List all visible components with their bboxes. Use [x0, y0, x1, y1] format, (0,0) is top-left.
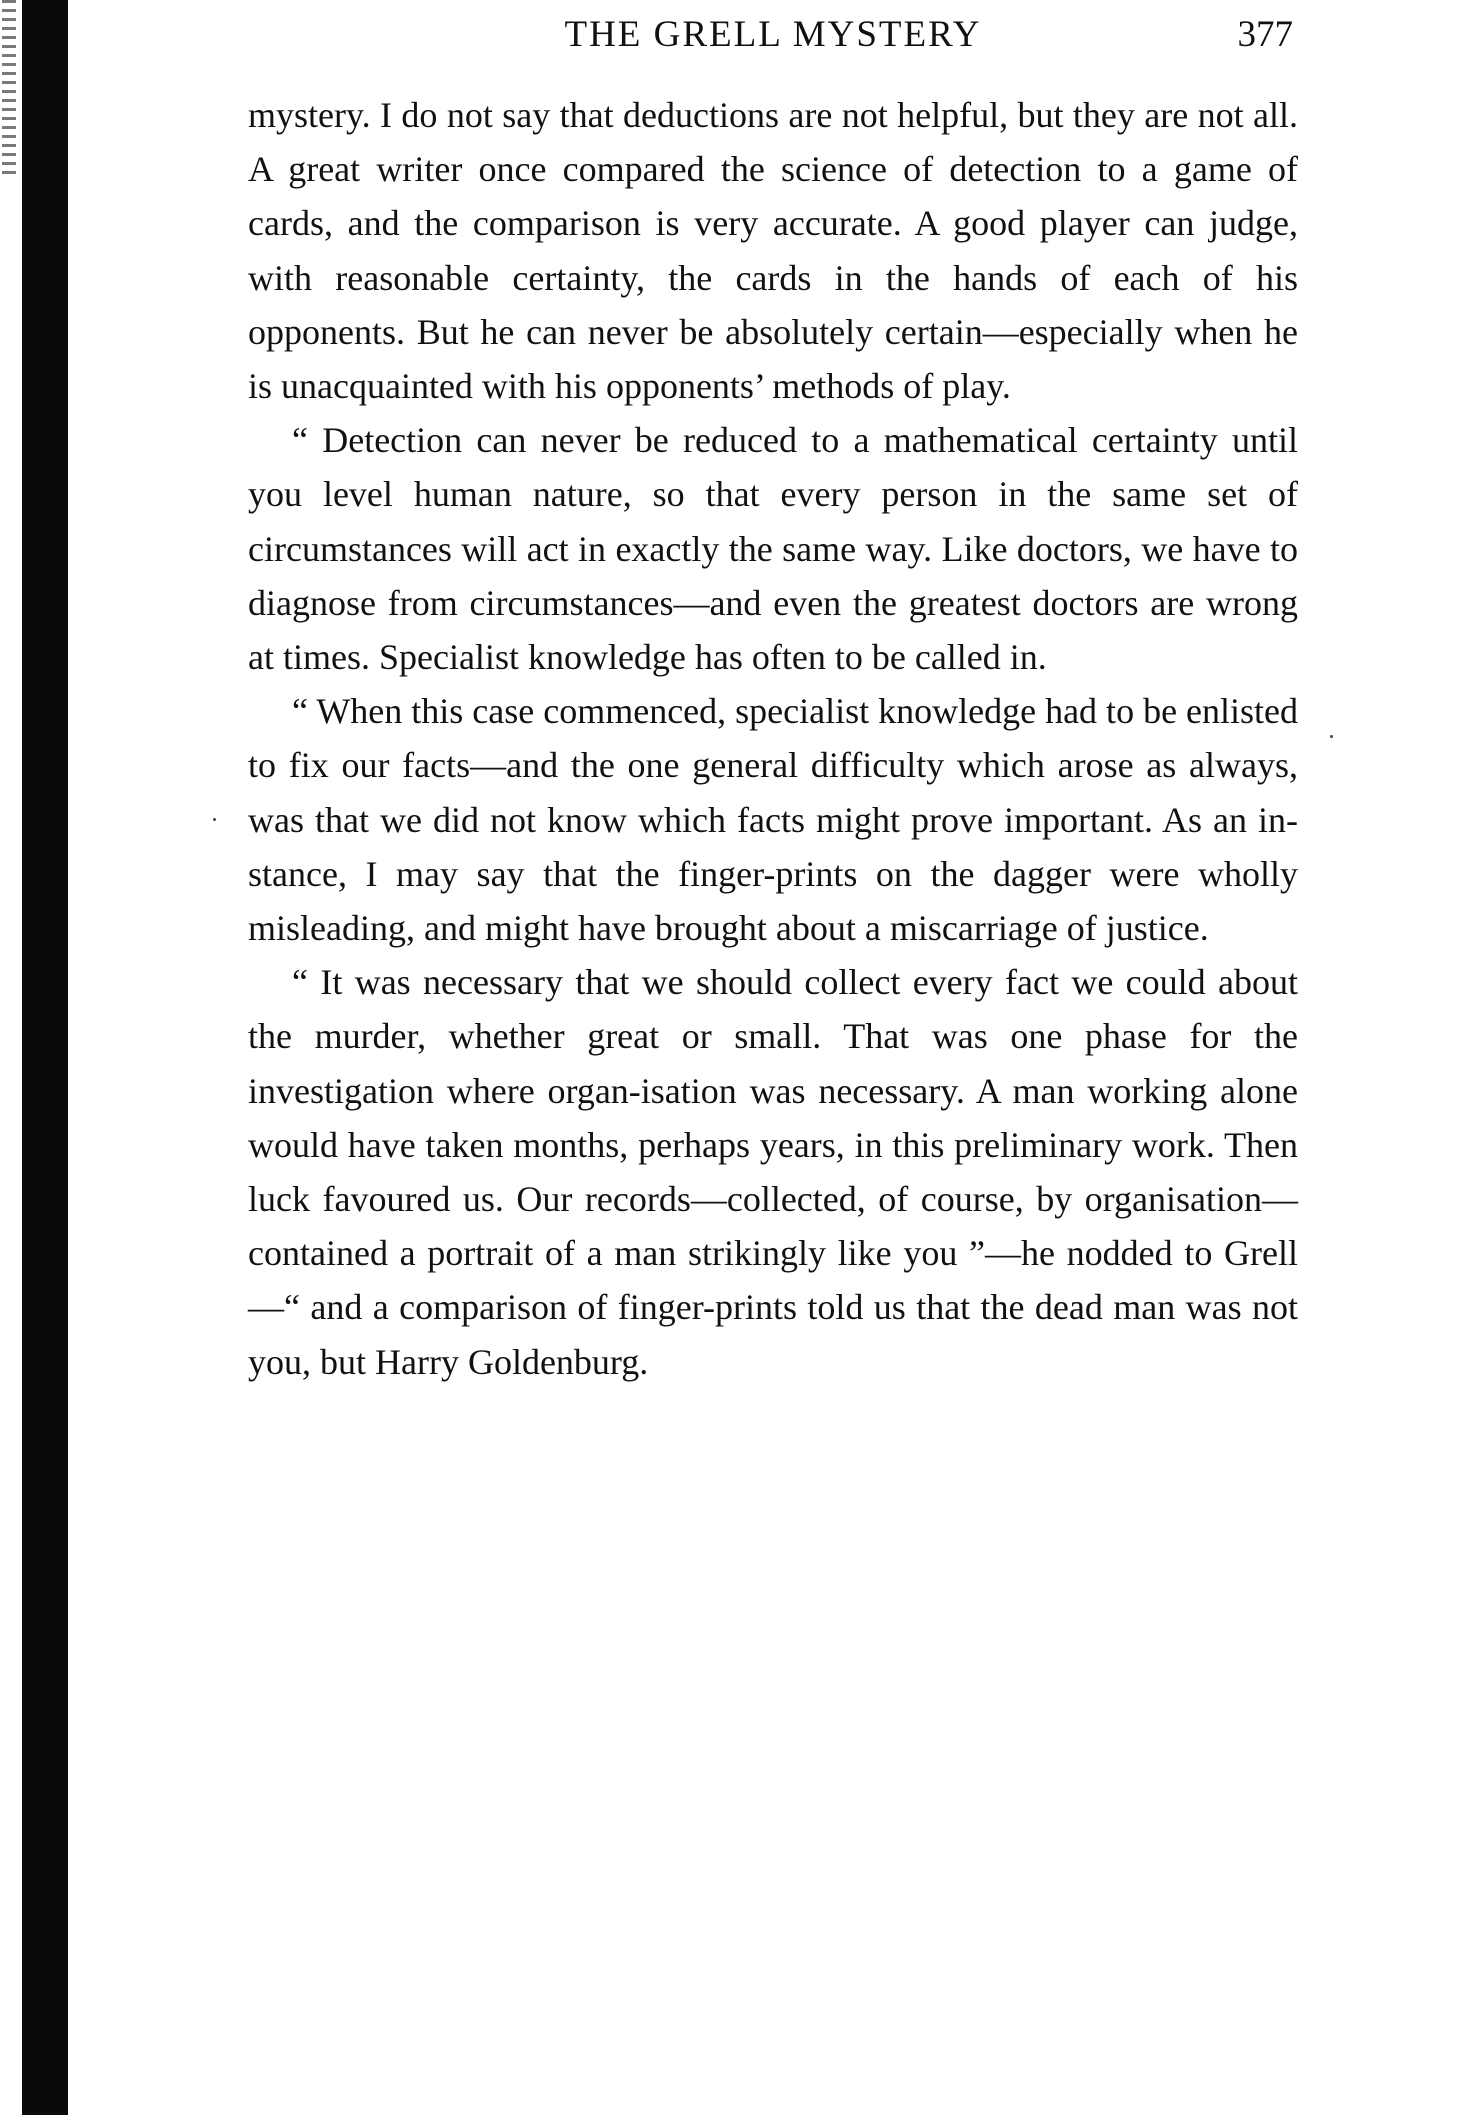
paragraph: “ Detection can never be reduced to a mathematical certainty until you level human nature, so that every person in the same set of circumstances will act in exactly the same way. Like doctors, we have to diagnose from circumstances—and even the greatest doctors are wrong at times. Specialist knowledge has often to be called in. — [248, 420, 1298, 678]
page-number: 377 — [1237, 14, 1293, 55]
paper-speck — [213, 818, 216, 821]
running-head — [248, 10, 1298, 60]
page-binding-edge — [22, 0, 68, 2115]
running-title: THE GRELL MYSTERY — [564, 14, 982, 55]
paper-speck — [1330, 735, 1333, 738]
book-page — [248, 0, 1298, 2115]
paragraph: “ When this case commenced, specialist knowledge had to be enlisted to fix our facts—and the one general difficulty which arose as always, was that we did not know which facts might prove important. As an in-stance, I may say that the finger-prints on the dagger were wholly misleading, and might have brought about a miscarriage of justice. — [248, 691, 1299, 949]
paragraph: “ It was necessary that we should collect every fact we could about the murder, whether great or small. That was one phase for the investigation where organ-isation was necessary. A man working alone would have taken months, perhaps years, in this preliminary work. Then luck favoured us. Our records—collected, of course, by organisation—contained a portrait of a man strikingly like you ”—he nodded to Grell—“ and a comparison of finger-prints told us that the dead man was not you, but Harry Goldenburg. — [248, 962, 1298, 1382]
body-text — [248, 88, 1298, 1389]
paragraph: mystery. I do not say that deductions are not helpful, but they are not all. A great writer once compared the science of detection to a game of cards, and the comparison is very accurate. A good player can judge, with reasonable certainty, the cards in the hands of each of his opponents. But he can never be absolutely certain—especially when he is unacquainted with his opponents’ methods of play. — [248, 95, 1298, 407]
